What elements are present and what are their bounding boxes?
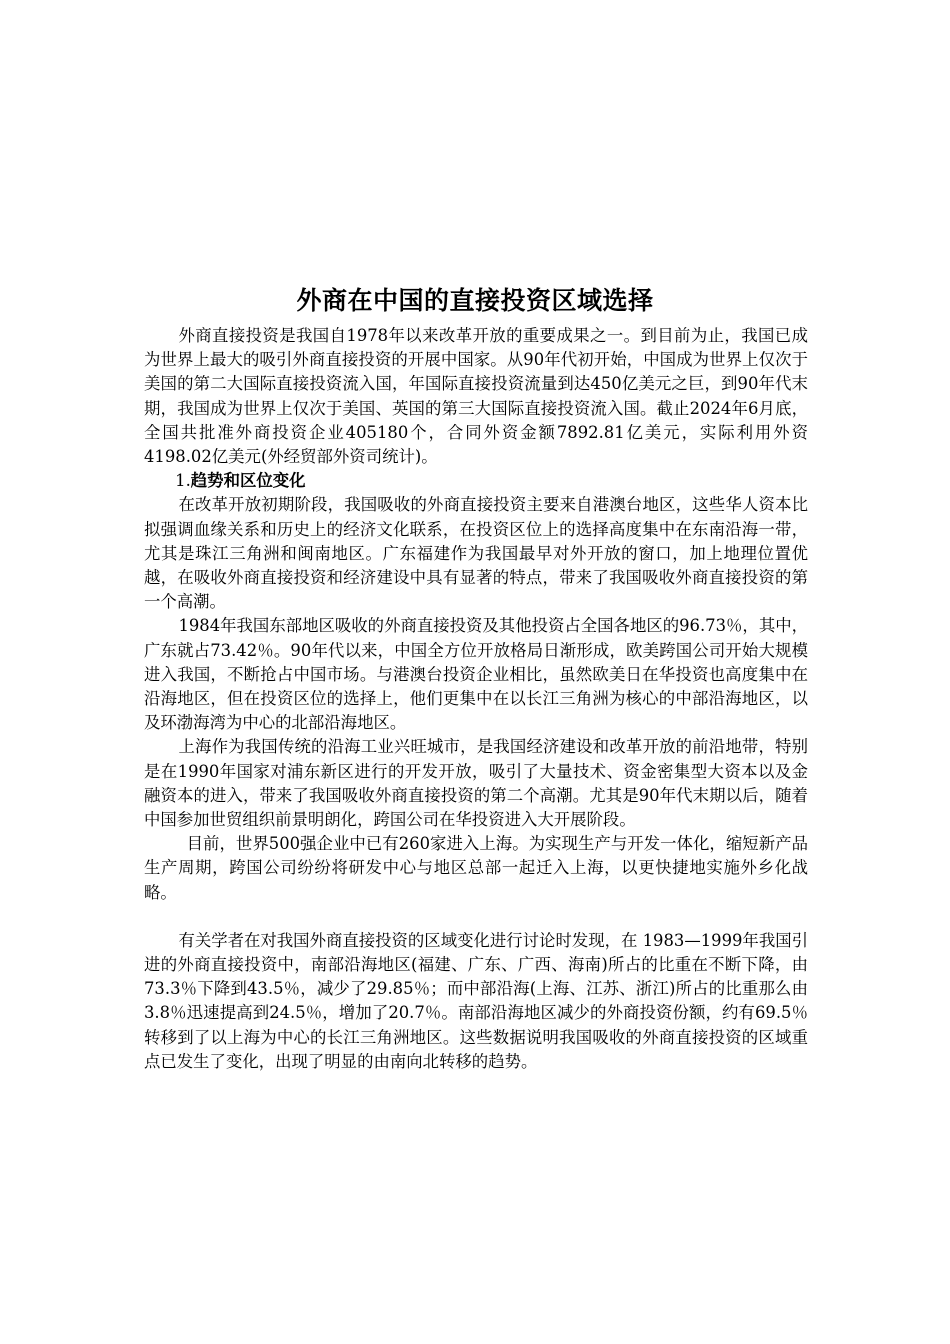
section-heading [144,469,808,493]
paragraph-1984-stats: 1984年我国东部地区吸收的外商直接投资及其他投资占全国各地区的96.73％，其中，广东就占73.42％。90年代以来，中国全方位开放格局日渐形成，欧美跨国公司开始大规模进入我国，不断抢占中国市场。与港澳台投资企业相比，虽然欧美日在华投资也高度集中在沿海地区，但在投资区位的选择上，他们更集中在以长江三角洲为核心的中部沿海地区，以及环渤海湾为中心的北部沿海地区。 [144,616,808,733]
paragraph-regional-shift: 有关学者在对我国外商直接投资的区域变化进行讨论时发现，在 1983—1999年我国引进的外商直接投资中，南部沿海地区(福建、广东、广西、海南)所占的比重在不断下降，由73.3％下降到43.5％，减少了29.85％；而中部沿海(上海、江苏、浙江)所占的比重那么由3.8％迅速提高到24.5％，增加了20.7％。南部沿海地区减少的外商投资份额，约有69.5％转移到了以上海为中心的长江三角洲地区。这些数据说明我国吸收的外商直接投资的区域重点已发生了变化，出现了明显的由南向北转移的趋势。 [144,930,808,1071]
document-title: 外商在中国的直接投资区域选择 [296,286,654,315]
section-title: 趋势和区位变化 [190,471,306,491]
paragraph-spacer [144,905,808,929]
section-number: 1. [175,471,191,491]
paragraph-shanghai: 上海作为我国传统的沿海工业兴旺城市，是我国经济建设和改革开放的前沿地带，特别是在1990年国家对浦东新区进行的开发开放，吸引了大量技术、资金密集型大资本以及金融资本的进入，带来了我国吸收外商直接投资的第二个高潮。尤其是90年代末期以后，随着中国参加世贸组织前景明朗化，跨国公司在华投资进入大开展阶段。 [144,737,808,830]
document-body [144,324,808,1074]
paragraph-early-stage: 在改革开放初期阶段，我国吸收的外商直接投资主要来自港澳台地区，这些华人资本比拟强调血缘关系和历史上的经济文化联系，在投资区位上的选择高度集中在东南沿海一带，尤其是珠江三角洲和闽南地区。广东福建作为我国最早对外开放的窗口，加上地理位置优越，在吸收外商直接投资和经济建设中具有显著的特点，带来了我国吸收外商直接投资的第一个高潮。 [144,495,808,612]
paragraph-top500: 目前，世界500强企业中已有260家进入上海。为实现生产与开发一体化，缩短新产品生产周期，跨国公司纷纷将研发中心与地区总部一起迁入上海，以更快捷地实施外乡化战略。 [144,834,808,902]
paragraph-intro: 外商直接投资是我国自1978年以来改革开放的重要成果之一。到目前为止，我国已成为世界上最大的吸引外商直接投资的开展中国家。从90年代初开始，中国成为世界上仅次于美国的第二大国际直接投资流入国，年国际直接投资流量到达450亿美元之巨，到90年代末期，我国成为世界上仅次于美国、英国的第三大国际直接投资流入国。截止2024年6月底，全国共批准外商投资企业405180个，合同外资金额7892.81亿美元，实际利用外资4198.02亿美元(外经贸部外资司统计)。 [144,326,808,467]
